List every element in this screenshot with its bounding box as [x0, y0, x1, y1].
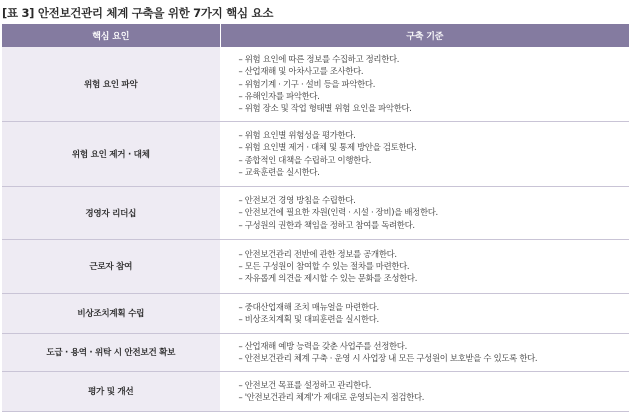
criteria-item: – 비상조치계획 및 대피훈련을 실시한다.: [238, 314, 379, 324]
criteria-item: – 위험 요인에 따른 정보를 수집하고 정리한다.: [238, 54, 400, 65]
criteria-item: – 안전보건관리 체계 구축 · 운영 시 사업장 내 모든 구성원이 보호받을 수 있도록 한다.: [238, 353, 538, 363]
criteria-item: – 안전보건에 필요한 자원(인력 · 시설 · 장비)을 배정한다.: [238, 207, 438, 218]
factor-cell: 경영자 리더십: [2, 186, 220, 239]
criteria-item: – 산업재해 및 아차사고를 조사한다.: [238, 66, 364, 77]
table-row: [2, 371, 629, 411]
criteria-cell: [220, 121, 629, 186]
criteria-item: – 위험 요인별 제거 · 대체 및 통제 방안을 검토한다.: [238, 142, 417, 153]
criteria-cell: [220, 371, 629, 411]
factor-cell: 평가 및 개선: [2, 371, 220, 411]
criteria-cell: [220, 293, 629, 333]
table-caption: [표 3] 안전보건관리 체계 구축을 위한 7가지 핵심 요소: [2, 6, 274, 20]
core-elements-table: [2, 24, 629, 412]
criteria-cell: [220, 47, 629, 121]
header-core-factor: 핵심 요인: [2, 24, 220, 47]
criteria-item: – 위험 요인별 위험성을 평가한다.: [238, 130, 356, 141]
header-criteria: 구축 기준: [220, 24, 629, 47]
criteria-item: – 중대산업재해 조치 매뉴얼을 마련한다.: [238, 301, 379, 312]
criteria-item: – 모든 구성원이 참여할 수 있는 절차를 마련한다.: [238, 260, 410, 271]
table-row: [2, 121, 629, 186]
factor-cell: 근로자 참여: [2, 239, 220, 293]
criteria-item: – '안전보건관리 체계'가 제대로 운영되는지 점검한다.: [238, 392, 425, 402]
criteria-item: – 안전보건 경영 방침을 수립한다.: [238, 195, 356, 206]
table-row: [2, 239, 629, 293]
criteria-cell: [220, 186, 629, 239]
table-row: [2, 186, 629, 239]
criteria-item: – 유해인자를 파악한다.: [238, 90, 320, 101]
criteria-item: – 자유롭게 의견을 제시할 수 있는 문화를 조성한다.: [238, 273, 418, 284]
table-row: [2, 47, 629, 121]
table-row: [2, 333, 629, 371]
criteria-item: – 교육훈련을 실시한다.: [238, 166, 320, 177]
criteria-item: – 종합적인 대책을 수립하고 이행한다.: [238, 154, 372, 165]
factor-cell: 위험 요인 파악: [2, 47, 220, 121]
criteria-item: – 안전보건관리 전반에 관한 정보를 공개한다.: [238, 248, 397, 259]
criteria-cell: [220, 239, 629, 293]
criteria-cell: [220, 333, 629, 371]
table-header-row: [2, 24, 629, 47]
table-row: [2, 293, 629, 333]
factor-cell: 도급 · 용역 · 위탁 시 안전보건 확보: [2, 333, 220, 371]
criteria-item: – 산업재해 예방 능력을 갖춘 사업주를 선정한다.: [238, 340, 407, 351]
criteria-item: – 위험기계 · 기구 · 설비 등을 파악한다.: [238, 78, 376, 89]
criteria-item: – 구성원의 권한과 책임을 정하고 참여를 독려한다.: [238, 219, 415, 230]
factor-cell: 위험 요인 제거 · 대체: [2, 121, 220, 186]
criteria-item: – 위험 장소 및 작업 형태별 위험 요인을 파악한다.: [238, 103, 412, 114]
criteria-item: – 안전보건 목표를 설정하고 관리한다.: [238, 379, 372, 390]
factor-cell: 비상조치계획 수립: [2, 293, 220, 333]
